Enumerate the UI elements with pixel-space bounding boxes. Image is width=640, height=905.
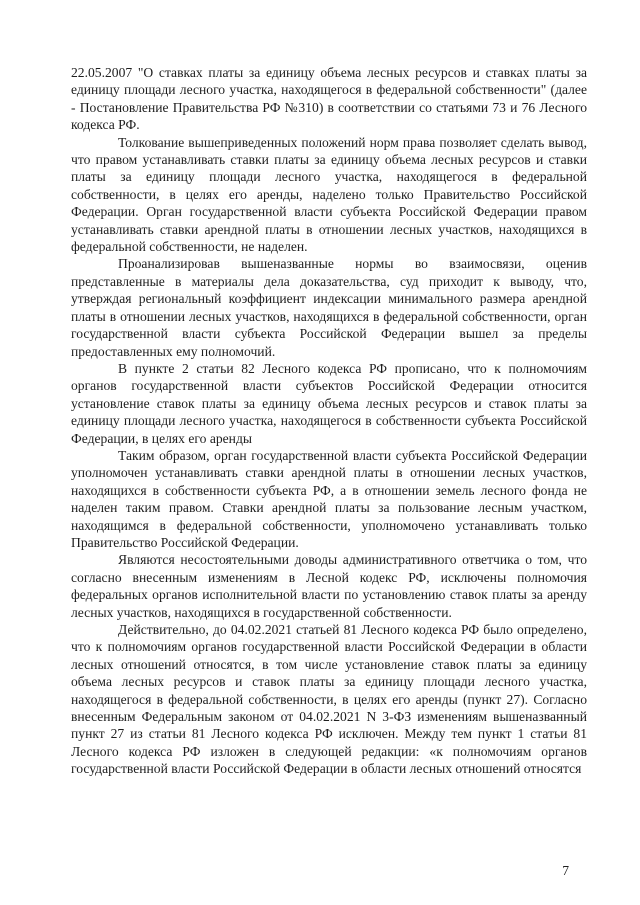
document-body — [71, 64, 587, 778]
paragraph-5: Таким образом, орган государственной власти субъекта Российской Федерации уполномочен устанавливать ставки арендной платы в отношении лесных участков, находящихся в собственности субъекта РФ, а в отношении земель лесного фонда не наделен таким правом. Ставки арендной платы за пользование лесным участком, находящимся в федеральной собственности, уполномочено устанавливать только Правительство Российской Федерации. — [71, 447, 587, 550]
paragraph-7: Действительно, до 04.02.2021 статьей 81 Лесного кодекса РФ было определено, что к полномочиям органов государственной власти Российской Федерации в области лесных отношений относятся, в том числе установление ставок платы за единицу объема лесных ресурсов и ставок платы за единицу площади лесного участка, находящегося в федеральной собственности, в целях его аренды (пункт 27). Согласно внесенным Федеральным законом от 04.02.2021 N 3-ФЗ изменениям вышеназванный пункт 27 из статьи 81 Лесного кодекса РФ исключен. Между тем пункт 1 статьи 81 Лесного кодекса РФ изложен в следующей редакции: «к полномочиям органов государственной власти Российской Федерации в области лесных отношений относятся — [71, 622, 587, 777]
paragraph-3: Проанализировав вышеназванные нормы во взаимосвязи, оценив представленные в материалы дела доказательства, суд приходит к выводу, что, утверждая региональный коэффициент индексации минимального размера арендной платы в отношении лесных участков, находящихся в федеральной собственности, орган государственной власти субъекта Российской Федерации вышел за пределы предоставленных ему полномочий. — [71, 256, 587, 359]
paragraph-6: Являются несостоятельными доводы административного ответчика о том, что согласно внесенным изменениям в Лесной кодекс РФ, исключены полномочия федеральных органов исполнительной власти по установлению ставок платы за аренду лесных участков, находящихся в государственной собственности. — [71, 552, 587, 620]
page-number: 7 — [562, 863, 569, 878]
paragraph-1: 22.05.2007 "О ставках платы за единицу объема лесных ресурсов и ставках платы за единицу площади лесного участка, находящегося в федеральной собственности" (далее - Постановление Правительства РФ №310) в соответствии со статьями 73 и 76 Лесного кодекса РФ. — [71, 65, 587, 133]
paragraph-4: В пункте 2 статьи 82 Лесного кодекса РФ прописано, что к полномочиям органов государственной власти субъектов Российской Федерации относится установление ставок платы за единицу объема лесных ресурсов и ставок платы за единицу площади лесного участка, находящегося в собственности субъекта Российской Федерации, в целях его аренды — [71, 360, 587, 446]
paragraph-2: Толкование вышеприведенных положений норм права позволяет сделать вывод, что правом устанавливать ставки платы за единицу объема лесных ресурсов и ставки платы за единицу площади лесного участка, находящегося в федеральной собственности, в целях его аренды, наделено только Правительство Российской Федерации. Орган государственной власти субъекта Российской Федерации правом устанавливать ставки арендной платы в отношении лесных участков, находящихся в федеральной собственности, не наделен. — [71, 134, 587, 255]
